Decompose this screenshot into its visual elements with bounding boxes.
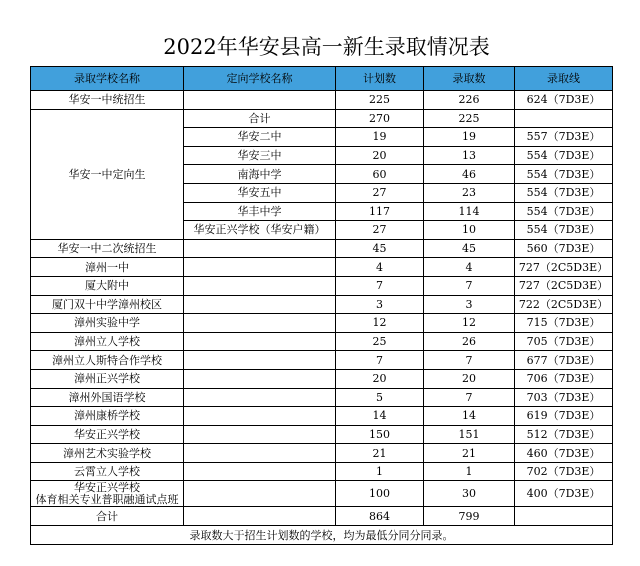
directed-cell: 华安二中	[184, 128, 336, 147]
plan-cell: 150	[336, 425, 424, 444]
cutoff-cell: 702（7D3E）	[515, 462, 613, 481]
cutoff-cell: 512（7D3E）	[515, 425, 613, 444]
school-cell: 漳州立人学校	[31, 332, 184, 351]
directed-cell-empty	[184, 351, 336, 370]
admitted-cell: 226	[424, 91, 515, 110]
table-row	[31, 295, 613, 314]
admitted-cell: 12	[424, 314, 515, 333]
plan-cell: 20	[336, 146, 424, 165]
total-plan: 864	[336, 507, 424, 526]
table-row	[31, 425, 613, 444]
admitted-cell: 26	[424, 332, 515, 351]
plan-cell: 1	[336, 462, 424, 481]
school-cell: 漳州正兴学校	[31, 369, 184, 388]
cutoff-cell-empty	[515, 109, 613, 128]
plan-cell: 7	[336, 351, 424, 370]
header-admitted: 录取数	[424, 67, 515, 91]
cutoff-cell-empty	[515, 507, 613, 526]
school-cell: 漳州一中	[31, 258, 184, 277]
header-cutoff: 录取线	[515, 67, 613, 91]
admitted-cell: 19	[424, 128, 515, 147]
plan-cell: 25	[336, 332, 424, 351]
table-row	[31, 462, 613, 481]
school-cell: 厦门双十中学漳州校区	[31, 295, 184, 314]
header-school: 录取学校名称	[31, 67, 184, 91]
plan-cell: 21	[336, 444, 424, 463]
plan-cell: 60	[336, 165, 424, 184]
cutoff-cell: 554（7D3E）	[515, 165, 613, 184]
directed-cell-empty	[184, 239, 336, 258]
directed-cell-empty	[184, 258, 336, 277]
plan-cell: 14	[336, 407, 424, 426]
directed-cell-empty	[184, 314, 336, 333]
directed-cell-empty	[184, 332, 336, 351]
school-cell: 漳州外国语学校	[31, 388, 184, 407]
plan-cell: 19	[336, 128, 424, 147]
directed-cell-empty	[184, 388, 336, 407]
cutoff-cell: 554（7D3E）	[515, 221, 613, 240]
table-row	[31, 332, 613, 351]
table-row	[31, 444, 613, 463]
school-cell: 华安正兴学校	[31, 425, 184, 444]
total-row	[31, 507, 613, 526]
table-row	[31, 109, 613, 128]
plan-cell: 3	[336, 295, 424, 314]
school-cell: 漳州实验中学	[31, 314, 184, 333]
directed-cell: 华安正兴学校（华安户籍）	[184, 221, 336, 240]
admitted-cell: 23	[424, 183, 515, 202]
school-cell: 漳州立人斯特合作学校	[31, 351, 184, 370]
directed-cell-empty	[184, 369, 336, 388]
table-row	[31, 258, 613, 277]
plan-cell: 12	[336, 314, 424, 333]
table-row	[31, 239, 613, 258]
plan-cell: 20	[336, 369, 424, 388]
table-row	[31, 388, 613, 407]
plan-cell: 7	[336, 276, 424, 295]
admitted-cell: 20	[424, 369, 515, 388]
cutoff-cell: 619（7D3E）	[515, 407, 613, 426]
page-title: 2022年华安县高一新生录取情况表	[163, 35, 490, 59]
table-row	[31, 351, 613, 370]
directed-cell: 南海中学	[184, 165, 336, 184]
school-cell: 华安一中二次统招生	[31, 239, 184, 258]
directed-cell-empty	[184, 462, 336, 481]
cutoff-cell: 560（7D3E）	[515, 239, 613, 258]
admitted-cell: 14	[424, 407, 515, 426]
cutoff-cell: 705（7D3E）	[515, 332, 613, 351]
cutoff-cell: 554（7D3E）	[515, 202, 613, 221]
school-cell: 云霄立人学校	[31, 462, 184, 481]
cutoff-cell: 554（7D3E）	[515, 146, 613, 165]
footnote: 录取数大于招生计划数的学校，均为最低分同分同录。	[31, 526, 613, 545]
header-row	[31, 67, 613, 91]
plan-cell: 100	[336, 481, 424, 507]
plan-cell: 270	[336, 109, 424, 128]
admitted-cell: 10	[424, 221, 515, 240]
table-row	[31, 314, 613, 333]
directed-cell: 华安五中	[184, 183, 336, 202]
directed-cell-empty	[184, 276, 336, 295]
plan-cell: 45	[336, 239, 424, 258]
directed-cell-empty	[184, 425, 336, 444]
directed-cell: 华丰中学	[184, 202, 336, 221]
admitted-cell: 21	[424, 444, 515, 463]
directed-cell: 合计	[184, 109, 336, 128]
cutoff-cell: 727（2C5D3E）	[515, 276, 613, 295]
directed-cell-empty	[184, 507, 336, 526]
admitted-cell: 151	[424, 425, 515, 444]
cutoff-cell: 624（7D3E）	[515, 91, 613, 110]
admitted-cell: 7	[424, 276, 515, 295]
admitted-cell: 30	[424, 481, 515, 507]
total-admitted: 799	[424, 507, 515, 526]
directed-cell-empty	[184, 481, 336, 507]
school-cell: 华安一中统招生	[31, 91, 184, 110]
admitted-cell: 4	[424, 258, 515, 277]
plan-cell: 117	[336, 202, 424, 221]
table-row	[31, 407, 613, 426]
cutoff-cell: 706（7D3E）	[515, 369, 613, 388]
admitted-cell: 1	[424, 462, 515, 481]
plan-cell: 27	[336, 221, 424, 240]
directed-cell-empty	[184, 295, 336, 314]
school-cell: 漳州艺术实验学校	[31, 444, 184, 463]
admitted-cell: 46	[424, 165, 515, 184]
school-cell: 厦大附中	[31, 276, 184, 295]
admitted-cell: 13	[424, 146, 515, 165]
cutoff-cell: 715（7D3E）	[515, 314, 613, 333]
school-cell: 华安一中定向生	[31, 109, 184, 239]
cutoff-cell: 400（7D3E）	[515, 481, 613, 507]
cutoff-cell: 554（7D3E）	[515, 183, 613, 202]
school-cell	[31, 481, 184, 507]
school-cell: 漳州康桥学校	[31, 407, 184, 426]
header-directed: 定向学校名称	[184, 67, 336, 91]
table-row	[31, 276, 613, 295]
admission-table	[30, 66, 613, 545]
admitted-cell: 225	[424, 109, 515, 128]
admitted-cell: 7	[424, 351, 515, 370]
cutoff-cell: 557（7D3E）	[515, 128, 613, 147]
admitted-cell: 7	[424, 388, 515, 407]
cutoff-cell: 460（7D3E）	[515, 444, 613, 463]
table-row	[31, 481, 613, 507]
table-row	[31, 369, 613, 388]
table-row	[31, 91, 613, 110]
cutoff-cell: 727（2C5D3E）	[515, 258, 613, 277]
school-line: 体育相关专业普职融通试点班	[35, 492, 179, 506]
directed-cell-empty	[184, 407, 336, 426]
plan-cell: 5	[336, 388, 424, 407]
total-label: 合计	[31, 507, 184, 526]
cutoff-cell: 722（2C5D3E）	[515, 295, 613, 314]
header-plan: 计划数	[336, 67, 424, 91]
directed-cell-empty	[184, 91, 336, 110]
school-line: 华安正兴学校	[74, 480, 140, 494]
footnote-row	[31, 526, 613, 545]
admitted-cell: 45	[424, 239, 515, 258]
plan-cell: 4	[336, 258, 424, 277]
directed-cell: 华安三中	[184, 146, 336, 165]
directed-cell-empty	[184, 444, 336, 463]
admitted-cell: 3	[424, 295, 515, 314]
plan-cell: 225	[336, 91, 424, 110]
cutoff-cell: 677（7D3E）	[515, 351, 613, 370]
plan-cell: 27	[336, 183, 424, 202]
cutoff-cell: 703（7D3E）	[515, 388, 613, 407]
admitted-cell: 114	[424, 202, 515, 221]
